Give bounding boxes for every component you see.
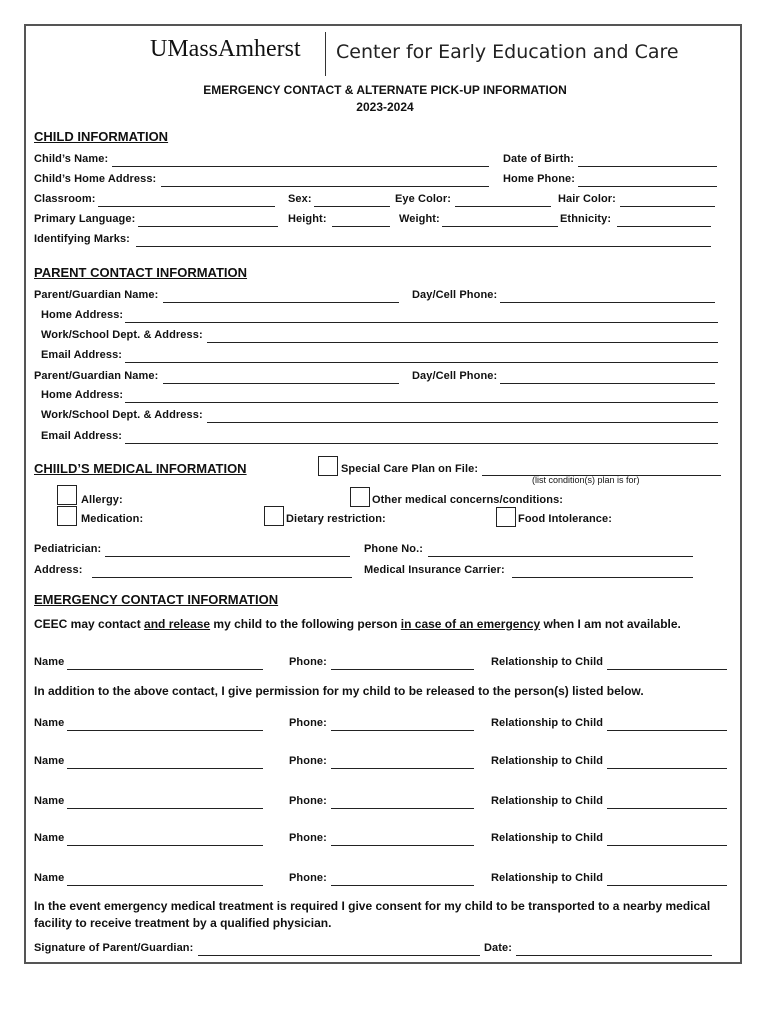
pickup-contact-row bbox=[0, 832, 770, 852]
guardian1-work-label: Work/School Dept. & Address: bbox=[41, 329, 203, 341]
weight-field[interactable] bbox=[442, 226, 558, 227]
childs-name-field[interactable] bbox=[112, 166, 489, 167]
contact-phone-field[interactable] bbox=[331, 768, 474, 769]
contact-phone-label: Phone: bbox=[289, 717, 327, 729]
dob-label: Date of Birth: bbox=[503, 153, 575, 165]
pickup-contact-row bbox=[0, 795, 770, 815]
guardian2-work-label: Work/School Dept. & Address: bbox=[41, 409, 203, 421]
ethnicity-field[interactable] bbox=[617, 226, 711, 227]
pickup-contact-row bbox=[0, 872, 770, 892]
pediatrician-label: Pediatrician: bbox=[34, 543, 102, 555]
classroom-label: Classroom: bbox=[34, 193, 96, 205]
guardian2-name-label: Parent/Guardian Name: bbox=[34, 370, 159, 382]
medical-info-heading: CHIILD’S MEDICAL INFORMATION bbox=[34, 461, 247, 476]
guardian1-phone-label: Day/Cell Phone: bbox=[412, 289, 498, 301]
contact-relationship-label: Relationship to Child bbox=[491, 755, 604, 767]
contact-name-field[interactable] bbox=[67, 730, 263, 731]
height-label: Height: bbox=[288, 213, 327, 225]
contact-name-label: Name bbox=[34, 755, 65, 767]
sex-label: Sex: bbox=[288, 193, 312, 205]
contact-relationship-field[interactable] bbox=[607, 730, 727, 731]
statement-in-case: in case of an emergency bbox=[400, 617, 541, 631]
dietary-checkbox[interactable] bbox=[264, 506, 284, 526]
contact-name-label: Name bbox=[34, 656, 65, 668]
signature-field[interactable] bbox=[198, 955, 480, 956]
classroom-field[interactable] bbox=[98, 206, 275, 207]
statement-and-release: and release bbox=[144, 617, 211, 631]
guardian2-name-field[interactable] bbox=[163, 383, 399, 384]
hair-color-field[interactable] bbox=[620, 206, 715, 207]
home-phone-field[interactable] bbox=[578, 186, 717, 187]
emergency-heading: EMERGENCY CONTACT INFORMATION bbox=[34, 592, 279, 607]
pickup-contact-row bbox=[0, 755, 770, 775]
care-plan-label: Special Care Plan on File: bbox=[341, 463, 479, 475]
guardian1-name-field[interactable] bbox=[163, 302, 399, 303]
food-intolerance-checkbox[interactable] bbox=[496, 507, 516, 527]
parent-info-heading: PARENT CONTACT INFORMATION bbox=[34, 265, 248, 280]
guardian2-phone-field[interactable] bbox=[500, 383, 715, 384]
primary-language-field[interactable] bbox=[138, 226, 278, 227]
statement-part-a: CEEC may contact bbox=[34, 617, 145, 631]
hair-color-label: Hair Color: bbox=[558, 193, 616, 205]
guardian2-home-field[interactable] bbox=[125, 402, 718, 403]
care-plan-checkbox[interactable] bbox=[318, 456, 338, 476]
contact-relationship-label: Relationship to Child bbox=[491, 717, 604, 729]
guardian2-email-field[interactable] bbox=[125, 443, 718, 444]
guardian1-work-field[interactable] bbox=[207, 342, 718, 343]
contact-name-label: Name bbox=[34, 832, 65, 844]
guardian2-home-label: Home Address: bbox=[41, 389, 124, 401]
childs-name-label: Child’s Name: bbox=[34, 153, 109, 165]
identifying-marks-field[interactable] bbox=[136, 246, 711, 247]
other-concerns-checkbox[interactable] bbox=[350, 487, 370, 507]
form-title: EMERGENCY CONTACT & ALTERNATE PICK-UP INFORMATION bbox=[203, 83, 567, 97]
guardian2-work-field[interactable] bbox=[207, 422, 718, 423]
guardian1-home-field[interactable] bbox=[125, 322, 718, 323]
signature-label: Signature of Parent/Guardian: bbox=[34, 942, 194, 954]
guardian2-phone-label: Day/Cell Phone: bbox=[412, 370, 498, 382]
contact-name-label: Name bbox=[34, 717, 65, 729]
contact-relationship-field[interactable] bbox=[607, 808, 727, 809]
contact-relationship-field[interactable] bbox=[607, 885, 727, 886]
guardian1-email-field[interactable] bbox=[125, 362, 718, 363]
contact-phone-field[interactable] bbox=[331, 730, 474, 731]
eye-color-field[interactable] bbox=[455, 206, 551, 207]
food-intolerance-label: Food Intolerance: bbox=[518, 513, 612, 525]
contact-name-label: Name bbox=[34, 795, 65, 807]
contact-relationship-field[interactable] bbox=[607, 768, 727, 769]
consent-statement: In the event emergency medical treatment is required I give consent for my child to be transported to a nearby medical facility to receive treatment by a qualified physician. bbox=[34, 899, 711, 930]
emergency-contact-row bbox=[0, 656, 770, 676]
contact-phone-label: Phone: bbox=[289, 872, 327, 884]
contact-relationship-field[interactable] bbox=[607, 669, 727, 670]
ped-phone-field[interactable] bbox=[428, 556, 693, 557]
height-field[interactable] bbox=[332, 226, 390, 227]
contact-phone-label: Phone: bbox=[289, 656, 327, 668]
guardian2-email-label: Email Address: bbox=[41, 430, 123, 442]
contact-name-label: Name bbox=[34, 872, 65, 884]
contact-relationship-label: Relationship to Child bbox=[491, 656, 604, 668]
contact-phone-label: Phone: bbox=[289, 832, 327, 844]
contact-relationship-label: Relationship to Child bbox=[491, 832, 604, 844]
signature-date-label: Date: bbox=[484, 942, 513, 954]
contact-phone-field[interactable] bbox=[331, 845, 474, 846]
signature-date-field[interactable] bbox=[516, 955, 712, 956]
form-year: 2023-2024 bbox=[356, 100, 414, 114]
identifying-marks-label: Identifying Marks: bbox=[34, 233, 130, 245]
contact-name-field[interactable] bbox=[67, 845, 263, 846]
weight-label: Weight: bbox=[399, 213, 440, 225]
insurance-label: Medical Insurance Carrier: bbox=[364, 564, 505, 576]
ethnicity-label: Ethnicity: bbox=[560, 213, 612, 225]
ped-address-field[interactable] bbox=[92, 577, 352, 578]
primary-language-label: Primary Language: bbox=[34, 213, 136, 225]
ped-phone-label: Phone No.: bbox=[364, 543, 424, 555]
contact-name-field[interactable] bbox=[67, 669, 263, 670]
guardian1-phone-field[interactable] bbox=[500, 302, 715, 303]
medication-label: Medication: bbox=[81, 513, 144, 525]
dietary-label: Dietary restriction: bbox=[286, 513, 386, 525]
child-info-heading: CHILD INFORMATION bbox=[34, 129, 169, 144]
contact-phone-label: Phone: bbox=[289, 755, 327, 767]
dob-field[interactable] bbox=[578, 166, 717, 167]
home-address-field[interactable] bbox=[161, 186, 489, 187]
guardian1-name-label: Parent/Guardian Name: bbox=[34, 289, 159, 301]
medication-checkbox[interactable] bbox=[57, 506, 77, 526]
insurance-field[interactable] bbox=[512, 577, 693, 578]
home-address-label: Child’s Home Address: bbox=[34, 173, 157, 185]
sex-field[interactable] bbox=[314, 206, 390, 207]
guardian1-email-label: Email Address: bbox=[41, 349, 123, 361]
guardian1-home-label: Home Address: bbox=[41, 309, 124, 321]
pickup-contact-row bbox=[0, 717, 770, 737]
emergency-statement bbox=[34, 617, 681, 631]
ped-address-label: Address: bbox=[34, 564, 83, 576]
release-permission-text: In addition to the above contact, I give permission for my child to be released to the person(s) listed below. bbox=[34, 684, 644, 698]
logo-divider bbox=[325, 32, 326, 76]
care-plan-hint: (list condition(s) plan is for) bbox=[532, 475, 640, 485]
contact-relationship-field[interactable] bbox=[607, 845, 727, 846]
contact-name-field[interactable] bbox=[67, 768, 263, 769]
umass-logo: UMassAmherst bbox=[150, 36, 301, 62]
allergy-checkbox[interactable] bbox=[57, 485, 77, 505]
statement-part-e: when I am not available. bbox=[540, 617, 681, 631]
other-concerns-label: Other medical concerns/conditions: bbox=[372, 494, 564, 506]
contact-phone-field[interactable] bbox=[331, 669, 474, 670]
contact-phone-field[interactable] bbox=[331, 808, 474, 809]
allergy-label: Allergy: bbox=[81, 494, 123, 506]
contact-name-field[interactable] bbox=[67, 885, 263, 886]
contact-phone-label: Phone: bbox=[289, 795, 327, 807]
contact-phone-field[interactable] bbox=[331, 885, 474, 886]
contact-relationship-label: Relationship to Child bbox=[491, 795, 604, 807]
contact-name-field[interactable] bbox=[67, 808, 263, 809]
statement-part-c: my child to the following person bbox=[210, 617, 401, 631]
pediatrician-field[interactable] bbox=[105, 556, 350, 557]
eye-color-label: Eye Color: bbox=[395, 193, 452, 205]
contact-relationship-label: Relationship to Child bbox=[491, 872, 604, 884]
home-phone-label: Home Phone: bbox=[503, 173, 575, 185]
ceec-name: Center for Early Education and Care bbox=[336, 41, 679, 63]
